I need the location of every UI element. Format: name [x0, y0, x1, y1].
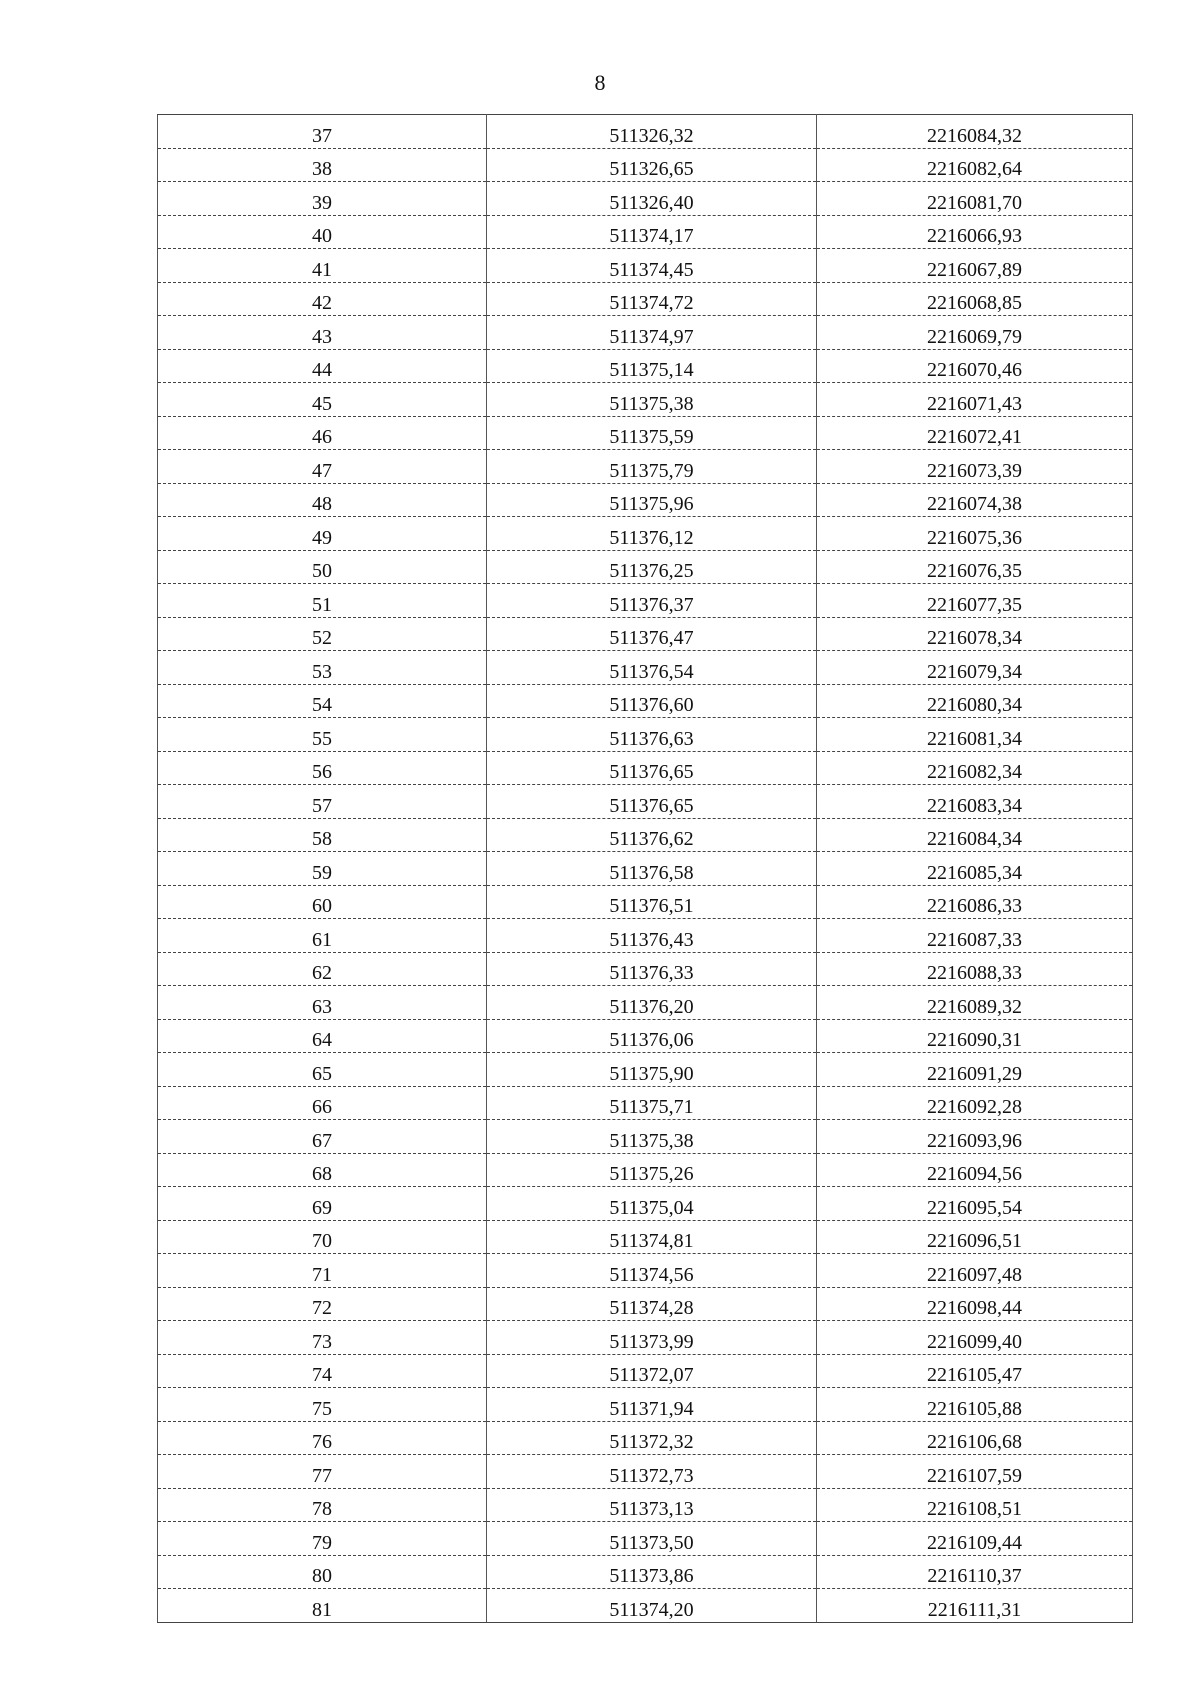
point-number-cell: 74: [158, 1354, 487, 1388]
table-row: [158, 316, 1133, 350]
point-number-cell: 71: [158, 1254, 487, 1288]
x-coordinate-cell: 511372,73: [487, 1455, 817, 1489]
point-number-cell: 68: [158, 1153, 487, 1187]
x-coordinate-cell: 511375,59: [487, 416, 817, 450]
y-coordinate-cell: 2216097,48: [817, 1254, 1133, 1288]
table-row: [158, 282, 1133, 316]
y-coordinate-cell: 2216088,33: [817, 952, 1133, 986]
point-number-cell: 47: [158, 450, 487, 484]
y-coordinate-cell: 2216099,40: [817, 1321, 1133, 1355]
point-number-cell: 61: [158, 919, 487, 953]
point-number-cell: 55: [158, 718, 487, 752]
y-coordinate-cell: 2216107,59: [817, 1455, 1133, 1489]
table-row: [158, 1555, 1133, 1589]
x-coordinate-cell: 511374,72: [487, 282, 817, 316]
point-number-cell: 45: [158, 383, 487, 417]
y-coordinate-cell: 2216106,68: [817, 1421, 1133, 1455]
table-row: [158, 483, 1133, 517]
y-coordinate-cell: 2216075,36: [817, 517, 1133, 551]
x-coordinate-cell: 511374,81: [487, 1220, 817, 1254]
y-coordinate-cell: 2216076,35: [817, 550, 1133, 584]
table-row: [158, 249, 1133, 283]
table-row: [158, 349, 1133, 383]
y-coordinate-cell: 2216081,34: [817, 718, 1133, 752]
x-coordinate-cell: 511371,94: [487, 1388, 817, 1422]
x-coordinate-cell: 511373,13: [487, 1488, 817, 1522]
x-coordinate-cell: 511375,79: [487, 450, 817, 484]
x-coordinate-cell: 511376,20: [487, 986, 817, 1020]
y-coordinate-cell: 2216111,31: [817, 1589, 1133, 1623]
point-number-cell: 81: [158, 1589, 487, 1623]
y-coordinate-cell: 2216082,64: [817, 148, 1133, 182]
y-coordinate-cell: 2216073,39: [817, 450, 1133, 484]
x-coordinate-cell: 511373,86: [487, 1555, 817, 1589]
y-coordinate-cell: 2216067,89: [817, 249, 1133, 283]
point-number-cell: 42: [158, 282, 487, 316]
table-row: [158, 617, 1133, 651]
point-number-cell: 39: [158, 182, 487, 216]
point-number-cell: 44: [158, 349, 487, 383]
table-row: [158, 1086, 1133, 1120]
point-number-cell: 76: [158, 1421, 487, 1455]
y-coordinate-cell: 2216085,34: [817, 852, 1133, 886]
x-coordinate-cell: 511376,33: [487, 952, 817, 986]
y-coordinate-cell: 2216077,35: [817, 584, 1133, 618]
y-coordinate-cell: 2216082,34: [817, 751, 1133, 785]
x-coordinate-cell: 511376,43: [487, 919, 817, 953]
point-number-cell: 37: [158, 115, 487, 149]
point-number-cell: 73: [158, 1321, 487, 1355]
table-row: [158, 718, 1133, 752]
table-row: [158, 1388, 1133, 1422]
table-row: [158, 852, 1133, 886]
point-number-cell: 53: [158, 651, 487, 685]
y-coordinate-cell: 2216066,93: [817, 215, 1133, 249]
x-coordinate-cell: 511374,28: [487, 1287, 817, 1321]
table-row: [158, 885, 1133, 919]
point-number-cell: 80: [158, 1555, 487, 1589]
x-coordinate-cell: 511376,65: [487, 751, 817, 785]
y-coordinate-cell: 2216084,32: [817, 115, 1133, 149]
table-row: [158, 1120, 1133, 1154]
y-coordinate-cell: 2216080,34: [817, 684, 1133, 718]
point-number-cell: 50: [158, 550, 487, 584]
point-number-cell: 38: [158, 148, 487, 182]
point-number-cell: 49: [158, 517, 487, 551]
x-coordinate-cell: 511374,97: [487, 316, 817, 350]
x-coordinate-cell: 511376,25: [487, 550, 817, 584]
point-number-cell: 66: [158, 1086, 487, 1120]
y-coordinate-cell: 2216095,54: [817, 1187, 1133, 1221]
point-number-cell: 58: [158, 818, 487, 852]
y-coordinate-cell: 2216083,34: [817, 785, 1133, 819]
table-row: [158, 952, 1133, 986]
x-coordinate-cell: 511376,47: [487, 617, 817, 651]
x-coordinate-cell: 511326,40: [487, 182, 817, 216]
y-coordinate-cell: 2216098,44: [817, 1287, 1133, 1321]
table-row: [158, 1421, 1133, 1455]
page-number: 8: [594, 70, 606, 95]
y-coordinate-cell: 2216079,34: [817, 651, 1133, 685]
point-number-cell: 62: [158, 952, 487, 986]
table-row: [158, 1488, 1133, 1522]
y-coordinate-cell: 2216092,28: [817, 1086, 1133, 1120]
x-coordinate-cell: 511374,56: [487, 1254, 817, 1288]
table-row: [158, 383, 1133, 417]
point-number-cell: 72: [158, 1287, 487, 1321]
x-coordinate-cell: 511372,32: [487, 1421, 817, 1455]
point-number-cell: 59: [158, 852, 487, 886]
point-number-cell: 79: [158, 1522, 487, 1556]
table-row: [158, 919, 1133, 953]
x-coordinate-cell: 511374,17: [487, 215, 817, 249]
table-row: [158, 450, 1133, 484]
y-coordinate-cell: 2216105,88: [817, 1388, 1133, 1422]
y-coordinate-cell: 2216093,96: [817, 1120, 1133, 1154]
y-coordinate-cell: 2216087,33: [817, 919, 1133, 953]
x-coordinate-cell: 511375,14: [487, 349, 817, 383]
x-coordinate-cell: 511326,32: [487, 115, 817, 149]
x-coordinate-cell: 511372,07: [487, 1354, 817, 1388]
point-number-cell: 56: [158, 751, 487, 785]
y-coordinate-cell: 2216078,34: [817, 617, 1133, 651]
point-number-cell: 43: [158, 316, 487, 350]
x-coordinate-cell: 511376,65: [487, 785, 817, 819]
x-coordinate-cell: 511376,12: [487, 517, 817, 551]
x-coordinate-cell: 511376,54: [487, 651, 817, 685]
point-number-cell: 64: [158, 1019, 487, 1053]
table-row: [158, 1321, 1133, 1355]
x-coordinate-cell: 511376,51: [487, 885, 817, 919]
table-row: [158, 684, 1133, 718]
y-coordinate-cell: 2216074,38: [817, 483, 1133, 517]
x-coordinate-cell: 511376,06: [487, 1019, 817, 1053]
table-row: [158, 148, 1133, 182]
y-coordinate-cell: 2216084,34: [817, 818, 1133, 852]
x-coordinate-cell: 511375,38: [487, 1120, 817, 1154]
x-coordinate-cell: 511375,38: [487, 383, 817, 417]
table-row: [158, 416, 1133, 450]
table-row: [158, 1220, 1133, 1254]
table-row: [158, 584, 1133, 618]
y-coordinate-cell: 2216094,56: [817, 1153, 1133, 1187]
x-coordinate-cell: 511374,20: [487, 1589, 817, 1623]
table-row: [158, 651, 1133, 685]
table-row: [158, 215, 1133, 249]
table-row: [158, 818, 1133, 852]
table-row: [158, 1354, 1133, 1388]
point-number-cell: 65: [158, 1053, 487, 1087]
table-row: [158, 115, 1133, 149]
table-row: [158, 1287, 1133, 1321]
y-coordinate-cell: 2216096,51: [817, 1220, 1133, 1254]
point-number-cell: 48: [158, 483, 487, 517]
y-coordinate-cell: 2216068,85: [817, 282, 1133, 316]
x-coordinate-cell: 511376,60: [487, 684, 817, 718]
point-number-cell: 57: [158, 785, 487, 819]
x-coordinate-cell: 511376,37: [487, 584, 817, 618]
point-number-cell: 63: [158, 986, 487, 1020]
point-number-cell: 40: [158, 215, 487, 249]
x-coordinate-cell: 511375,90: [487, 1053, 817, 1087]
table-row: [158, 1153, 1133, 1187]
x-coordinate-cell: 511376,62: [487, 818, 817, 852]
point-number-cell: 67: [158, 1120, 487, 1154]
point-number-cell: 75: [158, 1388, 487, 1422]
y-coordinate-cell: 2216089,32: [817, 986, 1133, 1020]
point-number-cell: 46: [158, 416, 487, 450]
y-coordinate-cell: 2216109,44: [817, 1522, 1133, 1556]
x-coordinate-cell: 511376,63: [487, 718, 817, 752]
y-coordinate-cell: 2216071,43: [817, 383, 1133, 417]
y-coordinate-cell: 2216090,31: [817, 1019, 1133, 1053]
point-number-cell: 51: [158, 584, 487, 618]
y-coordinate-cell: 2216069,79: [817, 316, 1133, 350]
point-number-cell: 52: [158, 617, 487, 651]
x-coordinate-cell: 511326,65: [487, 148, 817, 182]
table-row: [158, 1019, 1133, 1053]
y-coordinate-cell: 2216086,33: [817, 885, 1133, 919]
y-coordinate-cell: 2216072,41: [817, 416, 1133, 450]
table-row: [158, 1455, 1133, 1489]
point-number-cell: 78: [158, 1488, 487, 1522]
table-row: [158, 1522, 1133, 1556]
y-coordinate-cell: 2216081,70: [817, 182, 1133, 216]
point-number-cell: 70: [158, 1220, 487, 1254]
table-row: [158, 1589, 1133, 1623]
point-number-cell: 41: [158, 249, 487, 283]
table-row: [158, 1187, 1133, 1221]
x-coordinate-cell: 511374,45: [487, 249, 817, 283]
table-row: [158, 1254, 1133, 1288]
point-number-cell: 77: [158, 1455, 487, 1489]
coordinates-table: [157, 114, 1133, 1623]
x-coordinate-cell: 511376,58: [487, 852, 817, 886]
x-coordinate-cell: 511375,04: [487, 1187, 817, 1221]
coordinates-table-body: [158, 115, 1133, 1623]
x-coordinate-cell: 511375,96: [487, 483, 817, 517]
point-number-cell: 54: [158, 684, 487, 718]
table-row: [158, 751, 1133, 785]
point-number-cell: 69: [158, 1187, 487, 1221]
table-row: [158, 1053, 1133, 1087]
y-coordinate-cell: 2216105,47: [817, 1354, 1133, 1388]
x-coordinate-cell: 511373,99: [487, 1321, 817, 1355]
y-coordinate-cell: 2216108,51: [817, 1488, 1133, 1522]
table-row: [158, 182, 1133, 216]
table-row: [158, 517, 1133, 551]
x-coordinate-cell: 511373,50: [487, 1522, 817, 1556]
x-coordinate-cell: 511375,26: [487, 1153, 817, 1187]
point-number-cell: 60: [158, 885, 487, 919]
table-row: [158, 550, 1133, 584]
y-coordinate-cell: 2216110,37: [817, 1555, 1133, 1589]
y-coordinate-cell: 2216091,29: [817, 1053, 1133, 1087]
table-row: [158, 986, 1133, 1020]
table-row: [158, 785, 1133, 819]
y-coordinate-cell: 2216070,46: [817, 349, 1133, 383]
x-coordinate-cell: 511375,71: [487, 1086, 817, 1120]
